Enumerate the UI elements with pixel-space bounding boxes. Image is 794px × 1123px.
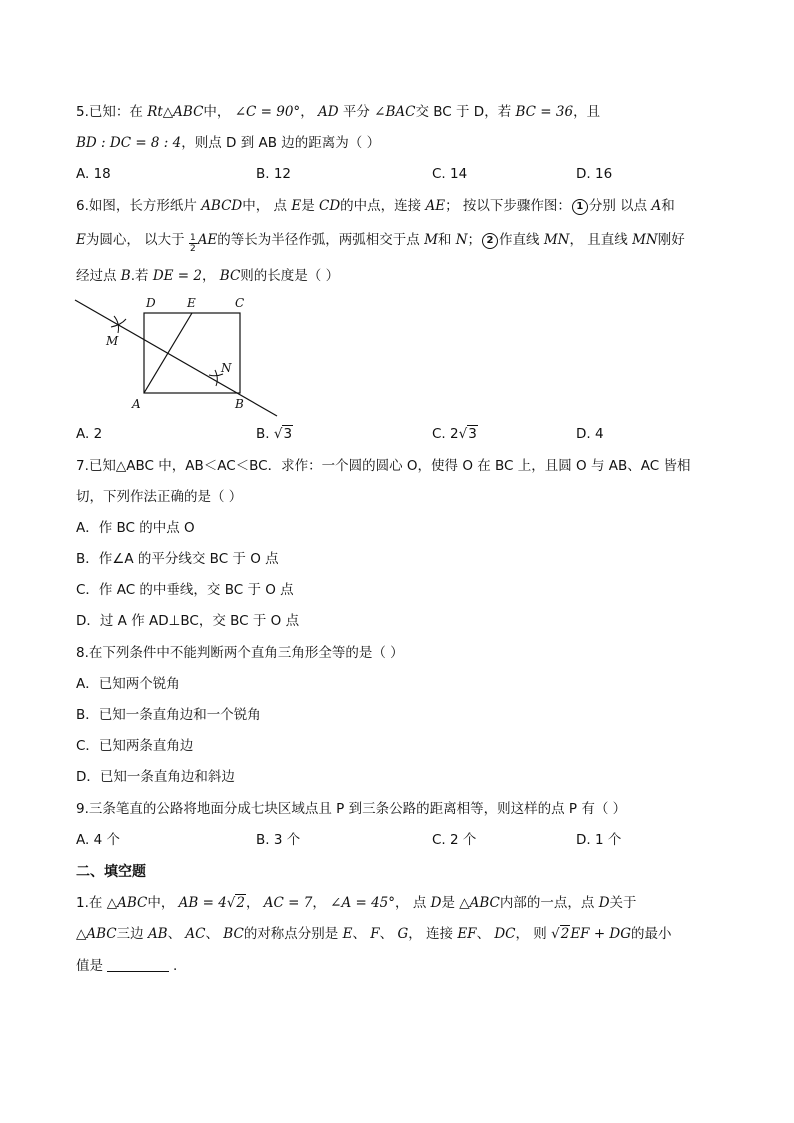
label-m: M <box>106 334 119 348</box>
q6-line2: E为圆心， 以大于 $\frac{1}{2}$ AE的等长为半径作弧，两弧相交于点 M和 N； 2 作直线 MN， 且直线 MN刚好 <box>76 232 685 254</box>
q9-option-a[interactable]: A. 4 个 <box>76 832 120 848</box>
fill1-line2: △ABC三边 AB、 AC、 BC的对称点分别是 E、 F、 G， 连接 EF、 DC， 则 √2EF + DG的最小 <box>76 926 672 942</box>
q5-option-a[interactable]: A. 18 <box>76 166 111 182</box>
q8-option-b[interactable]: B．已知一条直角边和一个锐角 <box>76 707 261 723</box>
q6-line3: 经过点 B.若 DE = 2， BC则的长度是（ ） <box>76 268 340 284</box>
q7-line1: 7.已知△ABC 中，AB＜AC＜BC．求作：一个圆的圆心 O，使得 O 在 BC 上，且圆 O 与 AB、AC 皆相 <box>76 458 691 474</box>
q9-option-d[interactable]: D. 1 个 <box>576 832 622 848</box>
q7-option-d[interactable]: D．过 A 作 AD⊥BC，交 BC 于 O 点 <box>76 613 300 629</box>
label-n: N <box>221 361 232 375</box>
fill1-line1: 1.在 △ABC中， AB = 4√2， AC = 7， ∠A = 45°， 点 D是 △ABC内部的一点，点 D关于 <box>76 895 637 911</box>
label-d: D <box>146 296 156 310</box>
q5-option-d[interactable]: D. 16 <box>576 166 613 182</box>
sqrt-symbol: √3 <box>458 426 477 442</box>
fraction-one-half: $\frac{1}{2}$ <box>189 233 196 254</box>
arc-n-2 <box>215 370 217 386</box>
q8-option-d[interactable]: D．已知一条直角边和斜边 <box>76 769 235 785</box>
rectangle-abcd <box>144 313 240 393</box>
q5-line1: 5.已知：在 Rt△ABC中， ∠C = 90°， AD 平分 ∠BAC交 BC 于 D，若 BC = 36，且 <box>76 104 601 120</box>
sqrt-symbol: √2 <box>551 926 570 942</box>
q7-option-b[interactable]: B．作∠A 的平分线交 BC 于 O 点 <box>76 551 279 567</box>
q5-number: 5. <box>76 104 89 120</box>
q7-option-a[interactable]: A．作 BC 的中点 O <box>76 520 195 536</box>
q7-line2: 切，下列作法正确的是（ ） <box>76 489 243 505</box>
q6-option-c[interactable]: C. 2√3 <box>432 426 477 442</box>
q9-option-c[interactable]: C. 2 个 <box>432 832 477 848</box>
sqrt-symbol: √2 <box>226 895 245 911</box>
q9-line1: 9.三条笔直的公路将地面分成七块区域点且 P 到三条公路的距离相等，则这样的点 P 有（ ） <box>76 801 627 817</box>
label-c: C <box>235 296 245 310</box>
q5-line2: BD : DC = 8 : 4，则点 D 到 AB 边的距离为（ ） <box>76 135 381 151</box>
step-2-circled-number: 2 <box>482 233 498 249</box>
q8-line1: 8.在下列条件中不能判断两个直角三角形全等的是（ ） <box>76 645 404 661</box>
q5-option-b[interactable]: B. 12 <box>256 166 292 182</box>
q5-option-c[interactable]: C. 14 <box>432 166 468 182</box>
q8-option-c[interactable]: C．已知两条直角边 <box>76 738 194 754</box>
label-e: E <box>187 296 196 310</box>
q6-rectangle-figure <box>66 290 286 420</box>
answer-blank[interactable] <box>107 957 169 972</box>
q6-option-a[interactable]: A. 2 <box>76 426 103 442</box>
section-title-fill-in: 二、填空题 <box>76 864 146 880</box>
step-1-circled-number: 1 <box>572 199 588 215</box>
q6-option-d[interactable]: D. 4 <box>576 426 604 442</box>
line-mn <box>75 300 277 416</box>
q9-option-b[interactable]: B. 3 个 <box>256 832 301 848</box>
q6-option-b[interactable]: B. √3 <box>256 426 293 442</box>
label-a: A <box>132 397 141 411</box>
q7-option-c[interactable]: C．作 AC 的中垂线，交 BC 于 O 点 <box>76 582 294 598</box>
label-b: B <box>235 397 244 411</box>
q6-line1: 6.如图，长方形纸片 ABCD中， 点 E是 CD的中点，连接 AE； 按以下步骤作图： 1 分别 以点 A和 <box>76 198 675 214</box>
fill1-line3: 值是 . <box>76 958 178 974</box>
sqrt-symbol: √3 <box>273 426 293 442</box>
q8-option-a[interactable]: A．已知两个锐角 <box>76 676 180 692</box>
